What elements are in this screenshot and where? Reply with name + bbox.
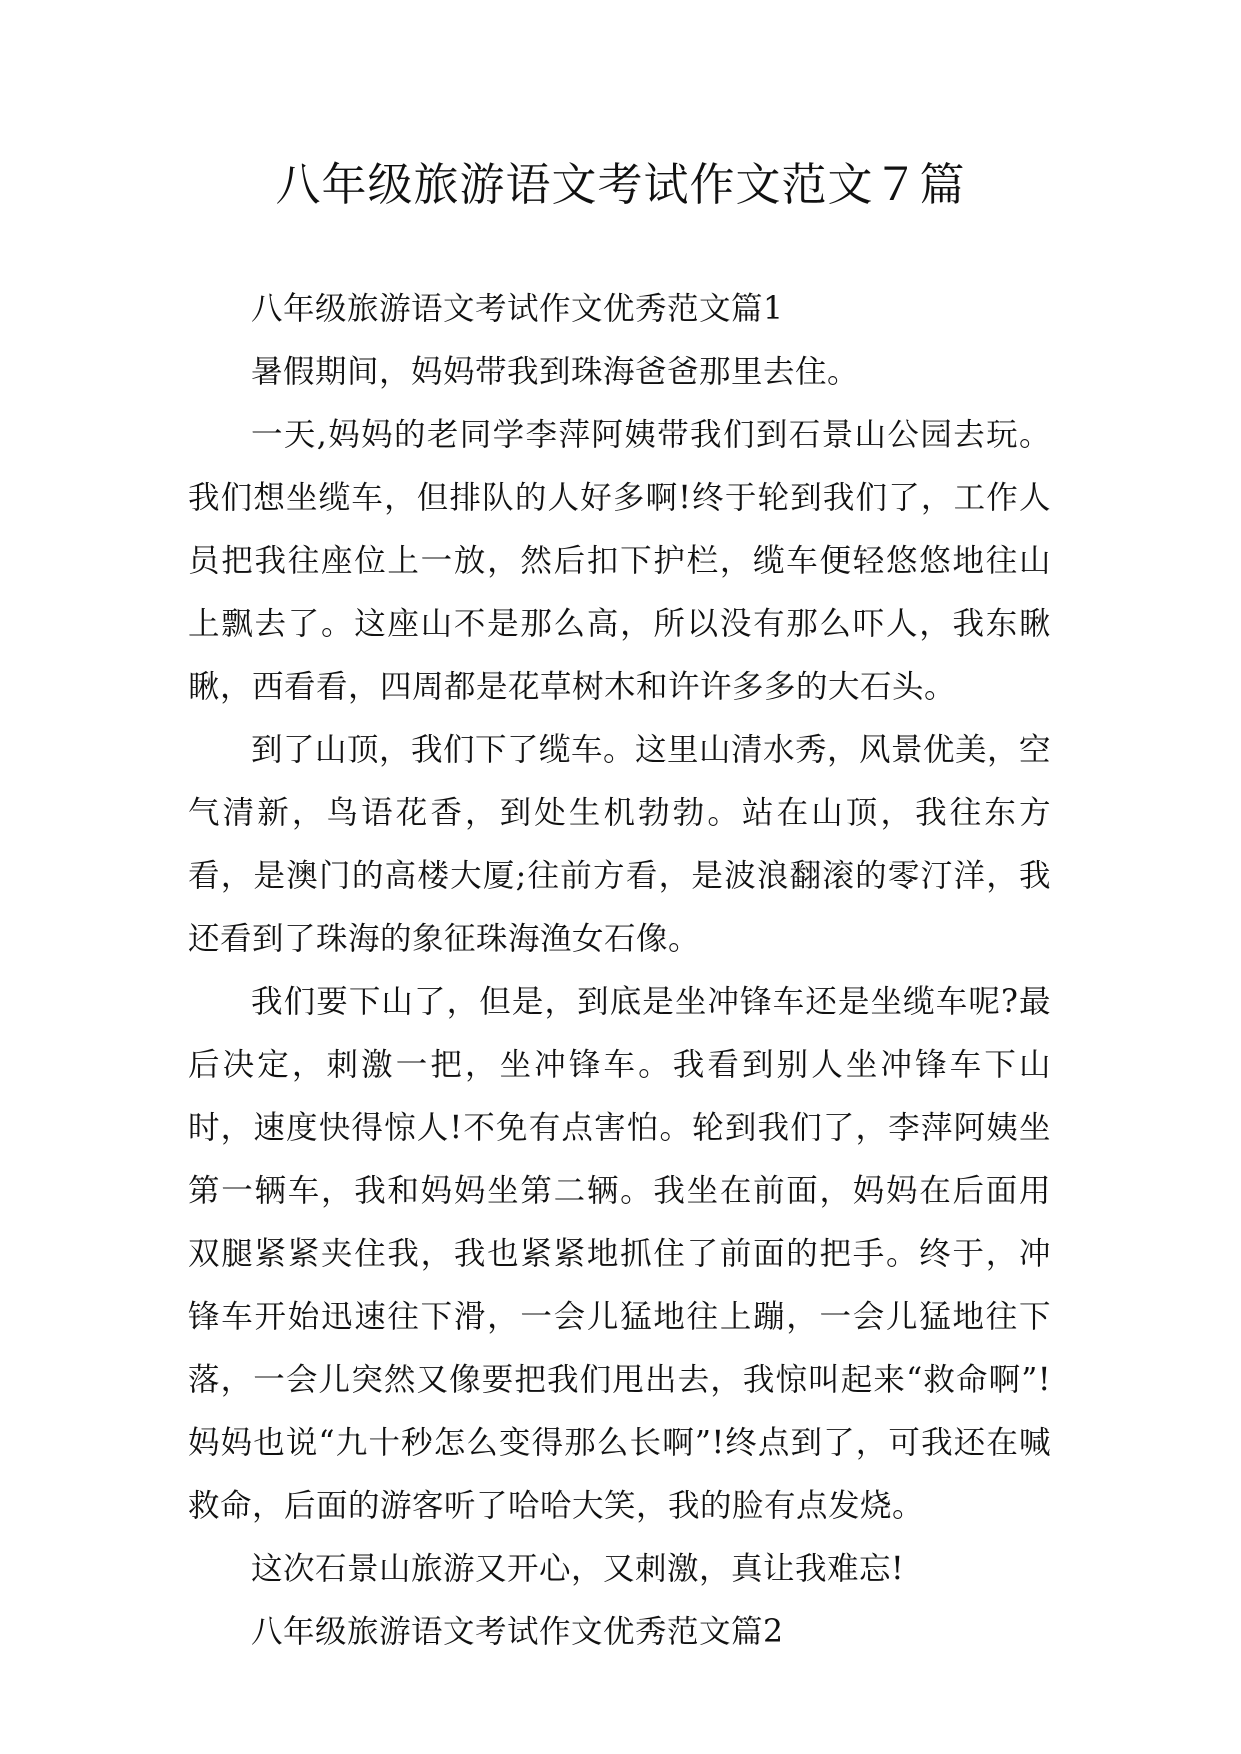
paragraph: 到了山顶，我们下了缆车。这里山清水秀，风景优美，空气清新，鸟语花香，到处生机勃勃。站在山顶，我往东方看，是澳门的高楼大厦;往前方看，是波浪翻滚的零汀洋，我还看到了珠海的象征珠海渔女石像。: [188, 732, 1052, 957]
section-heading-1: 八年级旅游语文考试作文优秀范文篇1: [251, 291, 784, 327]
paragraph: 一天,妈妈的老同学李萍阿姨带我们到石景山公园去玩。我们想坐缆车，但排队的人好多啊!终于轮到我们了，工作人员把我往座位上一放，然后扣下护栏，缆车便轻悠悠地往山上飘去了。这座山不是那么高，所以没有那么吓人，我东瞅瞅，西看看，四周都是花草树木和许许多多的大石头。: [188, 417, 1051, 705]
section-heading-2: 八年级旅游语文考试作文优秀范文篇2: [251, 1614, 784, 1650]
paragraph: 暑假期间，妈妈带我到珠海爸爸那里去住。: [251, 354, 860, 390]
document-title: 八年级旅游语文考试作文范文７篇: [275, 158, 966, 211]
paragraph: 我们要下山了，但是，到底是坐冲锋车还是坐缆车呢?最后决定，刺激一把，坐冲锋车。我看到别人坐冲锋车下山时，速度快得惊人!不免有点害怕。轮到我们了，李萍阿姨坐第一辆车，我和妈妈坐第二辆。我坐在前面，妈妈在后面用双腿紧紧夹住我，我也紧紧地抓住了前面的把手。终于，冲锋车开始迅速往下滑，一会儿猛地往上蹦，一会儿猛地往下落，一会儿突然又像要把我们甩出去，我惊叫起来“救命啊”!妈妈也说“九十秒怎么变得那么长啊”!终点到了，可我还在喊救命，后面的游客听了哈哈大笑，我的脸有点发烧。: [188, 984, 1051, 1524]
document-body: [188, 278, 1051, 1664]
paragraph: 这次石景山旅游又开心，又刺激，真让我难忘!: [251, 1551, 905, 1587]
